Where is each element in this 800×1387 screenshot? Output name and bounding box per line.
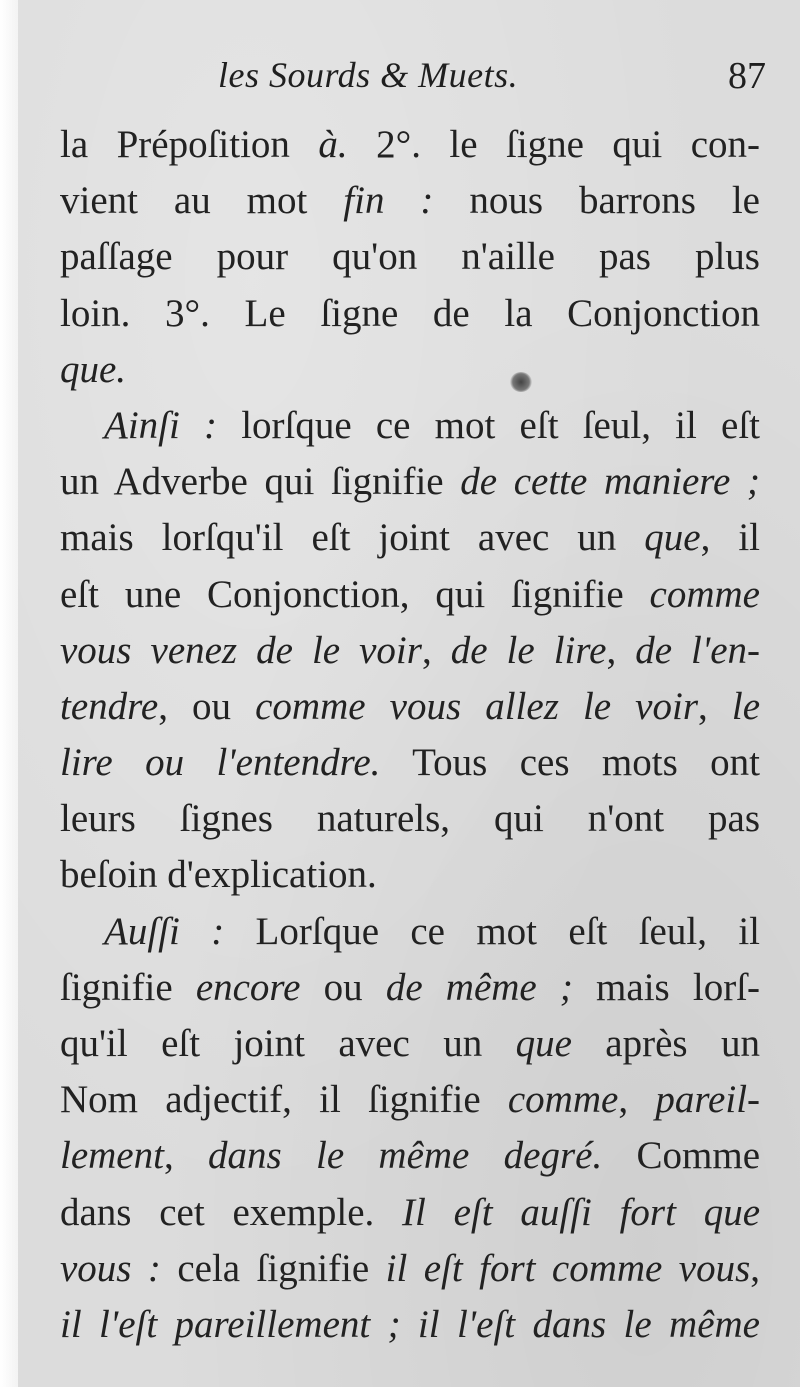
roman-text: après un — [571, 1022, 760, 1065]
page-number: 87 — [728, 55, 766, 97]
page-header — [18, 54, 800, 110]
text-line — [60, 1016, 760, 1072]
roman-text: ſignifie — [60, 965, 196, 1009]
italic-text: vous : — [60, 1246, 161, 1290]
text-line — [60, 454, 760, 510]
text-line — [60, 286, 760, 342]
roman-text: lorſque ce mot eſt ſeul, il eſt — [217, 403, 760, 447]
text-line — [60, 623, 760, 679]
roman-text: nous barrons le — [433, 179, 760, 223]
roman-text: , — [698, 684, 732, 728]
italic-text: comme vous allez le voir — [255, 684, 699, 728]
italic-text: comme — [507, 1078, 619, 1122]
roman-text: vient au mot — [60, 179, 344, 223]
italic-text: que. — [60, 347, 127, 391]
text-line — [60, 229, 760, 285]
running-title: les Sourds & Muets. — [218, 55, 519, 95]
text-line — [60, 342, 760, 398]
italic-text: Auſſi : — [104, 909, 225, 953]
italic-text: lire ou l'entendre. — [60, 741, 381, 785]
roman-text: Nom adjectif, il ſignifie — [60, 1078, 508, 1122]
italic-text: lement — [60, 1134, 164, 1178]
italic-text: Il eſt auſſi fort que — [402, 1190, 761, 1234]
italic-text: il l'eſt pareillement ; il l'eſt dans le même — [60, 1302, 760, 1346]
roman-text: , — [606, 628, 636, 672]
italic-text: tendre — [60, 684, 159, 728]
roman-text: paſſage pour qu'on n'aille pas plus — [60, 235, 760, 279]
italic-text: de cette maniere ; — [460, 460, 760, 504]
roman-text: , — [163, 1134, 209, 1178]
roman-text: 2°. le ſigne qui con- — [347, 123, 761, 166]
roman-text: , il — [700, 516, 761, 560]
italic-text: que — [515, 1022, 572, 1065]
page-left-margin — [0, 0, 18, 1387]
text-line — [60, 1072, 760, 1128]
roman-text: eſt une Conjonction, qui ſignifie — [60, 572, 650, 616]
text-line — [60, 735, 760, 791]
roman-text: qu'il eſt joint avec un — [60, 1022, 516, 1065]
roman-text: Tous ces mots ont — [380, 741, 760, 785]
roman-text: mais lorſqu'il eſt joint avec un — [60, 516, 645, 560]
roman-text: la Prépoſition — [60, 123, 319, 166]
italic-text: le — [731, 684, 761, 728]
italic-text: que — [644, 516, 701, 560]
text-line — [60, 960, 760, 1016]
roman-text: mais lorſ- — [572, 965, 761, 1009]
roman-text: , ou — [158, 684, 256, 728]
roman-text: leurs ſignes naturels, qui n'ont pas — [60, 797, 760, 841]
book-page — [18, 0, 800, 1387]
italic-text: pareil- — [655, 1078, 761, 1122]
text-line — [60, 398, 760, 454]
roman-text: cela ſignifie — [160, 1246, 386, 1290]
text-line — [60, 567, 760, 623]
italic-text: dans le même degré. — [208, 1134, 603, 1178]
italic-text: Ainſi : — [104, 403, 218, 447]
italic-text: fin : — [343, 179, 434, 223]
text-line — [60, 847, 760, 903]
roman-text: , — [421, 628, 451, 672]
italic-text: il eſt fort comme vous — [385, 1246, 751, 1290]
text-line — [60, 904, 760, 960]
text-line — [60, 1185, 760, 1241]
roman-text: dans cet exemple. — [60, 1190, 403, 1234]
roman-text: Comme — [602, 1134, 761, 1178]
roman-text: ou — [300, 965, 386, 1009]
italic-text: comme — [649, 572, 760, 616]
italic-text: de l'en- — [635, 628, 761, 672]
text-line — [60, 1297, 760, 1353]
text-line — [60, 1241, 760, 1297]
italic-text: de le lire — [450, 628, 607, 672]
italic-text: à. — [318, 123, 348, 166]
roman-text: , — [750, 1246, 761, 1290]
roman-text: Lorſque ce mot eſt ſeul, il — [224, 909, 760, 953]
body-text — [60, 117, 760, 1353]
text-line — [60, 117, 760, 173]
roman-text: un Adverbe qui ſignifie — [60, 460, 461, 504]
text-line — [60, 791, 760, 847]
italic-text: encore — [195, 965, 301, 1009]
italic-text: vous venez de le voir — [60, 628, 422, 672]
italic-text: de même ; — [385, 965, 573, 1009]
text-line — [60, 1128, 760, 1184]
roman-text: , — [618, 1078, 656, 1122]
text-line — [60, 679, 760, 735]
roman-text: loin. 3°. Le ſigne de la Conjonction — [60, 291, 760, 335]
roman-text: beſoin d'explication. — [60, 853, 377, 897]
text-line — [60, 173, 760, 229]
text-line — [60, 510, 760, 566]
